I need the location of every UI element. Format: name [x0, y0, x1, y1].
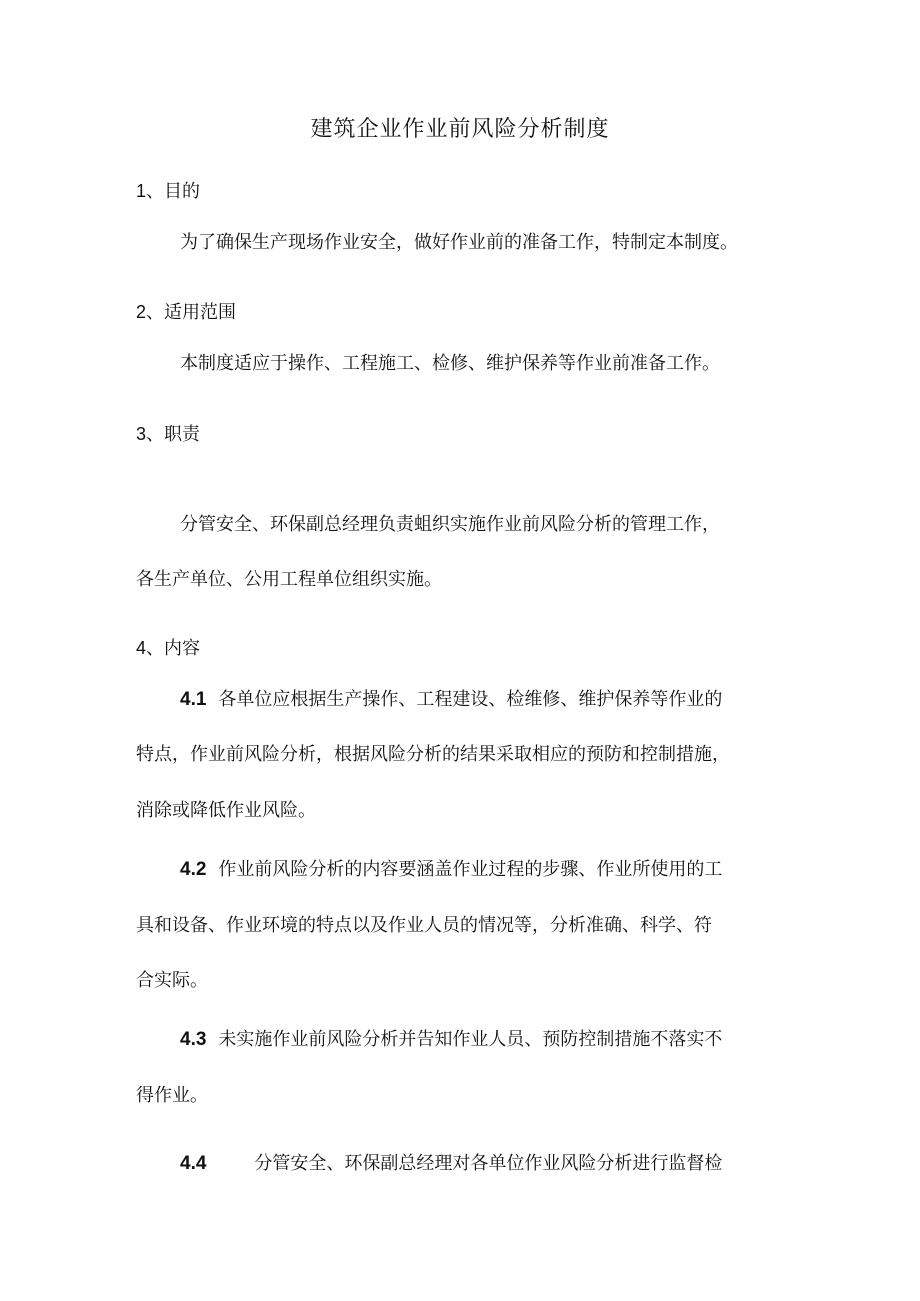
section-heading-scope — [136, 298, 236, 327]
clause-number: 4.2 — [180, 859, 207, 880]
clause-4-2-line: 合实际。 — [136, 970, 208, 991]
paragraph-duty-line: 分管安全、环保副总经理负责蛆织实施作业前风险分析的管理工作， — [180, 514, 720, 535]
section-heading-duty — [136, 420, 200, 449]
section-heading-content — [136, 634, 200, 663]
section-heading-text: 职责 — [164, 424, 201, 445]
clause-number: 4.4 — [180, 1153, 207, 1174]
clause-4-2-line — [180, 856, 722, 884]
clause-4-2-line: 具和设备、作业环境的特点以及作业人员的情况等，分析准确、科学、符 — [136, 915, 712, 936]
clause-text: 未实施作业前风险分析并告知作业人员、预防控制措施不落实不 — [218, 1029, 723, 1050]
section-separator: 、 — [146, 424, 165, 445]
section-separator: 、 — [146, 181, 165, 202]
clause-text: 作业前风险分析的内容要涵盖作业过程的步骤、作业所使用的工 — [218, 859, 723, 880]
section-heading-text: 内容 — [164, 638, 201, 659]
clause-number: 4.1 — [180, 689, 207, 710]
section-number: 1 — [136, 181, 147, 201]
clause-text: 分管安全、环保副总经理对各单位作业风险分析进行监督检 — [254, 1153, 723, 1174]
paragraph-scope: 本制度适应于操作、工程施工、检修、维护保养等作业前准备工作。 — [180, 353, 720, 374]
clause-4-4-line — [180, 1150, 722, 1178]
document-title: 建筑企业作业前风险分析制度 — [310, 117, 610, 142]
clause-4-1-line: 特点，作业前风险分析，根据风险分析的结果采取相应的预防和控制措施， — [136, 744, 730, 765]
paragraph-purpose: 为了确保生产现场作业安全，做好作业前的准备工作，特制定本制度。 — [180, 232, 738, 253]
section-number: 2 — [136, 302, 147, 322]
section-heading-text: 目的 — [164, 181, 201, 202]
clause-4-3-line: 得作业。 — [136, 1085, 208, 1106]
clause-4-1-line: 消除或降低作业风险。 — [136, 800, 316, 821]
clause-number: 4.3 — [180, 1029, 207, 1050]
section-heading-purpose — [136, 177, 200, 206]
section-number: 4 — [136, 638, 147, 658]
section-separator: 、 — [146, 638, 165, 659]
clause-4-1-line — [180, 686, 722, 714]
clause-text: 各单位应根据生产操作、工程建设、检维修、维护保养等作业的 — [218, 689, 723, 710]
section-heading-text: 适用范围 — [164, 302, 237, 323]
section-separator: 、 — [146, 302, 165, 323]
paragraph-duty-line: 各生产单位、公用工程单位组织实施。 — [136, 569, 442, 590]
clause-4-3-line — [180, 1026, 722, 1054]
section-number: 3 — [136, 424, 147, 444]
